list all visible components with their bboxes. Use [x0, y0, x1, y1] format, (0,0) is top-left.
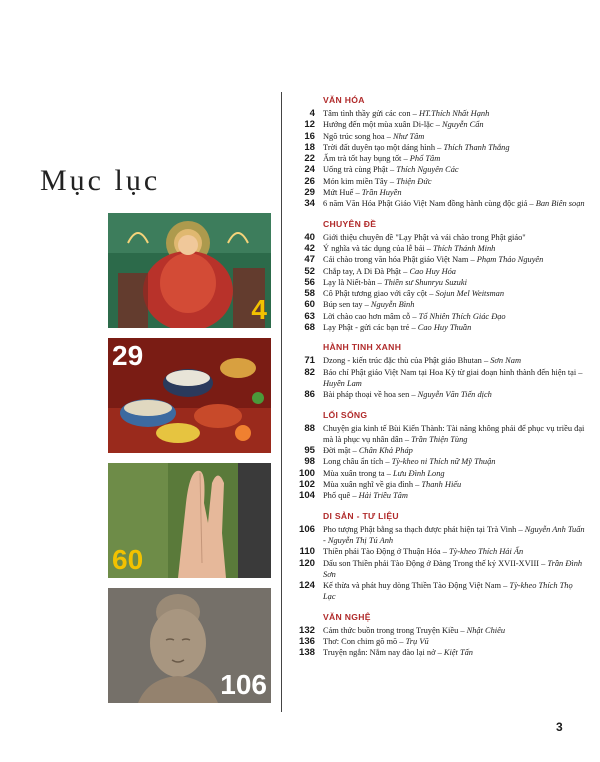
entry-author: Sơn Nam — [490, 356, 521, 366]
entry-page-number: 104 — [298, 490, 315, 502]
entry-author: Thích Thánh Minh — [433, 243, 496, 253]
entry-author: HT.Thích Nhất Hạnh — [418, 109, 490, 118]
toc-entry[interactable] — [285, 546, 585, 557]
section-title: CHUYÊN ĐỀ — [323, 218, 377, 229]
entry-text — [323, 490, 585, 501]
entry-text — [323, 479, 585, 490]
entry-title: Lời chào cao hơn mâm cỗ – — [323, 311, 419, 321]
entry-author: Nhật Chiêu — [466, 625, 506, 635]
toc-entry[interactable] — [285, 232, 585, 243]
entry-title: Bài pháp thoại về hoa sen – — [323, 390, 418, 400]
entry-author: Tỳ-kheo Thích Thọ Lạc — [323, 581, 573, 602]
toc-section — [285, 511, 585, 603]
entry-title: Long châu ẩn tích – — [323, 457, 392, 467]
entry-page-number: 100 — [298, 467, 315, 479]
entry-title: Thơ: Con chim gõ mõ – — [323, 636, 406, 646]
entry-page-number: 16 — [304, 130, 315, 142]
entry-author: Thích Thanh Thắng — [443, 142, 510, 152]
entry-title: Đời mật – — [323, 446, 359, 456]
buddha-painting-image — [108, 213, 271, 328]
entry-page-number: 22 — [304, 153, 315, 165]
toc-entry[interactable] — [285, 277, 585, 288]
section-title: LỐI SỐNG — [323, 409, 368, 420]
entry-page-number: 60 — [304, 299, 315, 311]
entry-author: Ban Biên soạn — [535, 199, 585, 209]
toc-entry[interactable] — [285, 647, 585, 658]
entry-text — [323, 456, 585, 467]
entry-page-number: 24 — [304, 164, 315, 176]
entry-page-number: 47 — [304, 254, 315, 266]
toc-entry[interactable] — [285, 243, 585, 254]
entry-page-number: 102 — [298, 479, 315, 491]
toc-entry[interactable] — [285, 164, 585, 175]
entry-text — [323, 580, 585, 603]
entry-page-number: 42 — [304, 242, 315, 254]
entry-title: Báo chí Phật giáo Việt Nam tại Hoa Kỳ từ giai đoạn hình thành đến hiện tại – — [323, 367, 583, 377]
entry-author: Phạm Thảo Nguyên — [476, 255, 544, 265]
thumbnail-buddha-painting[interactable] — [108, 213, 271, 328]
entry-title: Lạy Phật - gửi các bạn trẻ – — [323, 323, 418, 333]
entry-title: Hướng đến một mùa xuân Di-lặc – — [323, 120, 442, 130]
entry-title: Thiền phái Tào Động ở Thuận Hóa – — [323, 547, 449, 557]
entry-text — [323, 254, 585, 265]
toc-entry[interactable] — [285, 266, 585, 277]
entry-text — [323, 187, 585, 198]
toc-entry[interactable] — [285, 198, 585, 209]
toc-entry[interactable] — [285, 367, 585, 390]
entry-page-number: 138 — [298, 647, 315, 659]
toc-entry[interactable] — [285, 423, 585, 446]
entry-author: Huyền Lam — [323, 378, 362, 388]
entry-page-number: 120 — [298, 557, 315, 569]
entry-title: Dấu son Thiền phái Tào Động ở Đàng Trong thế kỷ XVII-XVIII – — [323, 558, 548, 568]
toc-entry[interactable] — [285, 322, 585, 333]
entry-author: Trụ Vũ — [405, 636, 429, 646]
toc-section — [285, 95, 585, 210]
entry-author: Trần Đình Sơn — [323, 558, 583, 579]
entry-page-number: 12 — [304, 119, 315, 131]
toc-section — [285, 410, 585, 502]
thumbnail-food-jars[interactable] — [108, 338, 271, 453]
toc-entry[interactable] — [285, 254, 585, 265]
entry-text — [323, 108, 585, 119]
toc-entry[interactable] — [285, 176, 585, 187]
entry-title: Mứt Huế – — [323, 188, 362, 198]
toc-entry[interactable] — [285, 108, 585, 119]
entry-page-number: 110 — [299, 546, 315, 558]
toc-entry[interactable] — [285, 153, 585, 164]
entry-author: Nguyễn Bình — [370, 300, 415, 310]
entry-title: Ý nghĩa và tác dụng của lễ bái – — [323, 243, 433, 253]
entry-author: Tổ Nhiên Thích Giác Đạo — [418, 311, 506, 321]
entry-text — [323, 625, 585, 636]
entry-title: Lạy là Niết-bàn – — [323, 277, 384, 287]
entry-title: Mùa xuân nghĩ về gia đình – — [323, 480, 422, 490]
entry-author: Nguyễn Văn Tiến dịch — [417, 390, 492, 400]
entry-title: Pho tượng Phật bằng sa thạch được phát hiện tại Trà Vinh – — [323, 524, 525, 534]
section-title: VĂN HÓA — [323, 95, 365, 105]
entry-author: Nguyễn Cẩn — [441, 120, 484, 130]
entry-text — [323, 558, 585, 581]
entry-text — [323, 153, 585, 164]
entry-text — [323, 176, 585, 187]
entry-page-number: 68 — [304, 322, 315, 334]
entry-author: Lưu Đình Long — [393, 468, 445, 478]
entry-author: Hải Triều Tâm — [358, 491, 408, 501]
entry-text — [323, 389, 585, 400]
entry-author: Sojun Mel Weitsman — [435, 289, 505, 299]
entry-author: Kiệt Tấn — [443, 648, 473, 658]
entry-title: Mùa xuân trong ta – — [323, 468, 394, 478]
entry-title: Món kim miền Tây – — [323, 176, 397, 186]
section-title: HÀNH TINH XANH — [323, 342, 402, 353]
thumbnail-page-label: 4 — [251, 294, 267, 325]
entry-author: Tỳ-kheo Thích Hải Ấn — [449, 547, 524, 557]
entry-text — [323, 647, 585, 658]
entry-text — [323, 164, 585, 175]
divider-line — [281, 92, 282, 712]
entry-author: Trần Huyền — [361, 188, 402, 198]
entry-text — [323, 277, 585, 288]
toc-section — [285, 612, 585, 659]
thumbnail-praying-hands[interactable] — [108, 463, 271, 578]
toc-entry[interactable] — [285, 355, 585, 366]
entry-page-number: 58 — [304, 288, 315, 300]
entry-page-number: 26 — [304, 175, 315, 187]
toc-entry[interactable] — [285, 187, 585, 198]
entry-author: Nguyễn Anh Tuấn - Nguyễn Thị Tú Anh — [323, 524, 585, 545]
toc-entry[interactable] — [285, 524, 585, 547]
toc-entry[interactable] — [285, 142, 585, 153]
entry-page-number: 106 — [298, 523, 315, 535]
entry-author: Thiện Đức — [396, 176, 432, 186]
entry-page-number: 4 — [309, 108, 315, 119]
entry-author: Thiền sư Shunryu Suzuki — [383, 277, 467, 287]
toc-entry[interactable] — [285, 456, 585, 467]
page-number: 3 — [556, 720, 563, 734]
entry-title: Phố quê – — [323, 491, 359, 501]
entry-text — [323, 243, 585, 254]
entry-page-number: 124 — [298, 580, 315, 592]
entry-page-number: 132 — [298, 624, 315, 636]
toc-entry[interactable] — [285, 119, 585, 130]
toc-section — [285, 219, 585, 334]
entry-title: Cảm thức buồn trong trong Truyện Kiều – — [323, 625, 467, 635]
entry-page-number: 82 — [304, 366, 315, 378]
entry-text — [323, 198, 585, 209]
entry-page-number: 136 — [298, 635, 315, 647]
entry-page-number: 52 — [304, 265, 315, 277]
toc-entry[interactable] — [285, 479, 585, 490]
section-title: VĂN NGHỆ — [323, 611, 371, 622]
entry-page-number: 95 — [304, 445, 315, 457]
entry-page-number: 40 — [304, 231, 315, 243]
entry-text — [323, 311, 585, 322]
entry-page-number: 88 — [304, 422, 315, 434]
thumbnail-page-label: 106 — [220, 669, 267, 700]
entry-page-number: 56 — [304, 276, 315, 288]
toc-entry[interactable] — [285, 468, 585, 479]
entry-title: Chuyện gia kinh tế Bùi Kiến Thành: Tài năng không phải để phục vụ triều đại mà là phục vụ nhân dân – — [323, 423, 585, 444]
entry-author: Thích Nguyên Các — [396, 165, 459, 175]
entry-text — [323, 288, 585, 299]
thumbnail-page-label: 29 — [112, 340, 144, 371]
entry-author: Cao Huy Thuần — [417, 323, 472, 333]
entry-page-number: 29 — [304, 187, 315, 199]
toc-entry[interactable] — [285, 299, 585, 310]
entry-page-number: 86 — [304, 389, 315, 401]
thumbnail-stone-buddha[interactable] — [108, 588, 271, 703]
entry-text — [323, 266, 585, 277]
entry-text — [323, 299, 585, 310]
entry-page-number: 34 — [304, 198, 315, 210]
entry-text — [323, 468, 585, 479]
entry-title: Dzong - kiến trúc đặc thù của Phật giáo Bhutan – — [323, 356, 491, 366]
toc-entry[interactable] — [285, 311, 585, 322]
entry-title: Búp sen tay – — [323, 300, 371, 310]
toc-entry[interactable] — [285, 490, 585, 501]
entry-text — [323, 524, 585, 547]
entry-text — [323, 423, 585, 446]
entry-title: Ấm trà tốt hay bụng tốt – — [323, 154, 410, 164]
section-title: DI SẢN - TƯ LIỆU — [323, 510, 399, 521]
entry-title: Kế thừa và phát huy dòng Thiền Tào Động Việt Nam – — [323, 581, 510, 591]
entry-author: Tỳ-kheo ni Thích nữ Mỹ Thuận — [391, 457, 496, 467]
thumbnail-page-label: 60 — [112, 544, 144, 575]
entry-page-number: 63 — [304, 310, 315, 322]
entry-author: Phổ Tâm — [409, 154, 441, 164]
entry-author: Cao Huy Hóa — [409, 266, 456, 276]
entry-title: Giới thiệu chuyên đề "Lạy Phật và vái chào trong Phật giáo" — [323, 232, 526, 242]
entry-text — [323, 142, 585, 153]
toc-entry[interactable] — [285, 636, 585, 647]
entry-title: Trời đất duyên tạo một dáng hình – — [323, 142, 444, 152]
entry-text — [323, 445, 585, 456]
entry-page-number: 98 — [304, 456, 315, 468]
entry-author: Trần Thiện Tùng — [411, 434, 468, 444]
entry-title: Truyện ngắn: Nắm nay đào lại nở – — [323, 648, 444, 658]
entry-text — [323, 131, 585, 142]
entry-title: 6 năm Văn Hóa Phật Giáo Việt Nam đồng hành cùng độc giả – — [323, 199, 536, 209]
page-title: Mục lục — [40, 164, 161, 197]
toc-section — [285, 342, 585, 400]
entry-author: Chân Khả Pháp — [358, 446, 413, 456]
entry-author: Thanh Hiếu — [421, 480, 462, 490]
entry-text — [323, 367, 585, 390]
entry-page-number: 18 — [304, 141, 315, 153]
entry-text — [323, 546, 585, 557]
toc-entry[interactable] — [285, 288, 585, 299]
entry-title: Cái chào trong văn hóa Phật giáo Việt Nam – — [323, 255, 477, 265]
toc-entry[interactable] — [285, 625, 585, 636]
table-of-contents — [285, 95, 585, 668]
entry-author: Như Tâm — [393, 131, 425, 141]
entry-text — [323, 636, 585, 647]
entry-title: Tâm tình thầy gửi các con – — [323, 109, 419, 118]
toc-entry[interactable] — [285, 558, 585, 581]
toc-entry[interactable] — [285, 389, 585, 400]
entry-text — [323, 355, 585, 366]
entry-text — [323, 119, 585, 130]
toc-entry[interactable] — [285, 445, 585, 456]
toc-entry[interactable] — [285, 131, 585, 142]
entry-title: Cô Phật tương giao với cây cột – — [323, 289, 436, 299]
entry-title: Ngõ trúc song hoa – — [323, 131, 394, 141]
entry-text — [323, 232, 585, 243]
entry-text — [323, 322, 585, 333]
entry-page-number: 71 — [304, 355, 315, 367]
entry-title: Uống trà cùng Phật – — [323, 165, 397, 175]
toc-entry[interactable] — [285, 580, 585, 603]
entry-title: Chắp tay, A Di Đà Phật – — [323, 266, 410, 276]
